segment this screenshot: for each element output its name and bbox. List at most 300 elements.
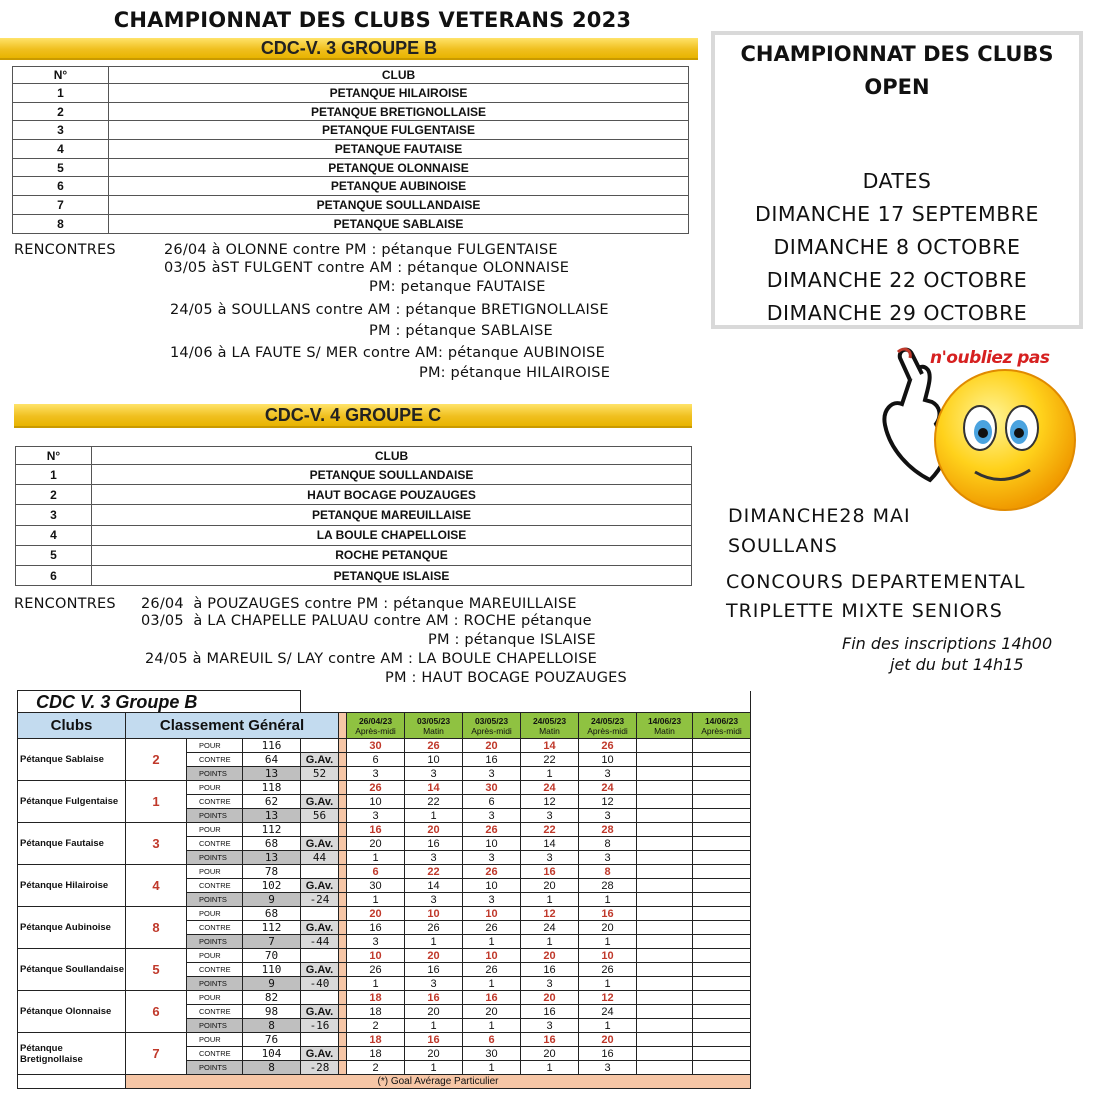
group-c-line-3: PM : pétanque ISLAISE — [428, 632, 596, 648]
match-score: 3 — [463, 809, 521, 823]
separator-cell — [339, 1033, 347, 1047]
match-score: 16 — [521, 963, 579, 977]
open-date-4: DIMANCHE 29 OCTOBRE — [766, 301, 1028, 325]
match-score: 1 — [521, 893, 579, 907]
result-points: 13 — [243, 851, 301, 865]
result-label-pour: POUR — [187, 823, 243, 837]
result-subrow — [18, 781, 751, 795]
match-score-empty — [693, 893, 751, 907]
match-score: 30 — [463, 781, 521, 795]
match-date-header — [405, 713, 463, 739]
result-subrow — [18, 991, 751, 1005]
match-session: Matin — [654, 725, 675, 736]
match-score: 6 — [347, 753, 405, 767]
group-c-line-1: 26/04 à POUZAUGES contre PM : pétanque MAREUILLAISE — [141, 596, 577, 612]
separator-cell — [339, 949, 347, 963]
result-club-name: Pétanque Olonnaise — [18, 991, 126, 1033]
match-score: 3 — [579, 851, 637, 865]
result-pour: 112 — [243, 823, 301, 837]
club-name: PETANQUE SABLAISE — [109, 214, 689, 233]
match-score: 10 — [463, 949, 521, 963]
result-club-name: Pétanque Sablaise — [18, 739, 126, 781]
result-label-points: POINTS — [187, 851, 243, 865]
match-score-empty — [693, 1019, 751, 1033]
gav-blank — [301, 823, 339, 837]
reminder-registration: Fin des inscriptions 14h00 — [842, 634, 1053, 653]
reminder-slogan: n'oubliez pas — [930, 348, 1050, 368]
match-score-empty — [693, 767, 751, 781]
club-row — [13, 140, 689, 159]
club-row — [13, 177, 689, 196]
separator-cell — [339, 907, 347, 921]
match-score: 14 — [405, 879, 463, 893]
gav-value: -16 — [301, 1019, 339, 1033]
separator-cell — [339, 1061, 347, 1075]
club-row — [16, 565, 692, 585]
match-date: 24/05/23 — [532, 715, 567, 726]
match-score-empty — [693, 1005, 751, 1019]
club-number: 5 — [13, 158, 109, 177]
match-score: 20 — [579, 1033, 637, 1047]
gav-value: -28 — [301, 1061, 339, 1075]
results-footer-row — [18, 1075, 751, 1089]
result-label-contre: CONTRE — [187, 837, 243, 851]
result-pour: 82 — [243, 991, 301, 1005]
result-label-pour: POUR — [187, 1033, 243, 1047]
match-score: 12 — [521, 795, 579, 809]
match-score-empty — [637, 795, 693, 809]
match-score-empty — [637, 739, 693, 753]
match-score-empty — [693, 739, 751, 753]
result-pour: 78 — [243, 865, 301, 879]
match-date: 03/05/23 — [474, 715, 509, 726]
result-subrow — [18, 823, 751, 837]
separator-cell — [339, 713, 347, 739]
gav-blank — [301, 949, 339, 963]
club-name: PETANQUE ISLAISE — [92, 565, 692, 585]
result-label-pour: POUR — [187, 907, 243, 921]
match-score: 20 — [521, 879, 579, 893]
results-header-row — [18, 713, 751, 739]
gav-value: 44 — [301, 851, 339, 865]
result-label-points: POINTS — [187, 767, 243, 781]
match-score: 2 — [347, 1061, 405, 1075]
separator-cell — [339, 837, 347, 851]
result-subrow — [18, 949, 751, 963]
match-score: 20 — [521, 991, 579, 1005]
match-score-empty — [637, 991, 693, 1005]
match-score-empty — [637, 977, 693, 991]
match-score: 20 — [405, 949, 463, 963]
separator-cell — [339, 963, 347, 977]
result-label-pour: POUR — [187, 949, 243, 963]
match-score: 16 — [463, 753, 521, 767]
match-score: 26 — [579, 963, 637, 977]
match-score-empty — [693, 809, 751, 823]
match-score: 20 — [405, 1047, 463, 1061]
match-score: 1 — [405, 1061, 463, 1075]
match-score: 1 — [521, 1061, 579, 1075]
match-score-empty — [637, 1061, 693, 1075]
club-name: PETANQUE AUBINOISE — [109, 177, 689, 196]
result-club-name: Pétanque Fulgentaise — [18, 781, 126, 823]
match-score-empty — [693, 851, 751, 865]
open-championship-box — [711, 31, 1083, 329]
result-points: 9 — [243, 893, 301, 907]
match-score: 1 — [579, 893, 637, 907]
match-score: 22 — [521, 823, 579, 837]
header-club: CLUB — [109, 67, 689, 84]
clubs-header: Clubs — [18, 713, 126, 739]
result-label-contre: CONTRE — [187, 753, 243, 767]
gav-value: 56 — [301, 809, 339, 823]
result-label-points: POINTS — [187, 893, 243, 907]
result-club-name: Pétanque Soullandaise — [18, 949, 126, 991]
match-score: 3 — [405, 893, 463, 907]
result-pour: 68 — [243, 907, 301, 921]
result-label-points: POINTS — [187, 1061, 243, 1075]
club-number: 5 — [16, 545, 92, 565]
result-points: 9 — [243, 977, 301, 991]
separator-cell — [339, 865, 347, 879]
match-score-empty — [637, 1005, 693, 1019]
open-dates-label: DATES — [862, 169, 932, 193]
match-session: Après-midi — [701, 725, 742, 736]
match-score: 16 — [579, 907, 637, 921]
club-name: PETANQUE SOULLANDAISE — [109, 196, 689, 215]
match-score-empty — [637, 1047, 693, 1061]
match-score: 8 — [579, 837, 637, 851]
result-label-pour: POUR — [187, 781, 243, 795]
club-row — [16, 525, 692, 545]
match-score: 24 — [579, 1005, 637, 1019]
separator-cell — [339, 935, 347, 949]
result-rank: 4 — [126, 865, 187, 907]
match-score-empty — [637, 809, 693, 823]
match-score: 3 — [521, 977, 579, 991]
gav-label: G.Av. — [301, 837, 339, 851]
match-score: 14 — [521, 739, 579, 753]
club-table-header — [13, 67, 689, 84]
separator-cell — [339, 1005, 347, 1019]
match-score: 20 — [521, 949, 579, 963]
result-label-contre: CONTRE — [187, 963, 243, 977]
gav-blank — [301, 991, 339, 1005]
match-score: 26 — [463, 963, 521, 977]
match-score-empty — [693, 907, 751, 921]
match-session: Après-midi — [471, 725, 512, 736]
group-b-line-5: PM : pétanque SABLAISE — [369, 323, 553, 339]
match-score: 3 — [405, 851, 463, 865]
match-date-header — [347, 713, 405, 739]
result-subrow — [18, 907, 751, 921]
match-score: 1 — [347, 851, 405, 865]
group-c-line-5: PM : HAUT BOCAGE POUZAUGES — [385, 670, 627, 686]
match-score: 12 — [521, 907, 579, 921]
match-score: 3 — [579, 809, 637, 823]
result-pour: 70 — [243, 949, 301, 963]
match-score: 1 — [521, 767, 579, 781]
club-row — [13, 121, 689, 140]
result-pour: 76 — [243, 1033, 301, 1047]
open-date-3: DIMANCHE 22 OCTOBRE — [766, 268, 1028, 292]
match-score: 10 — [463, 907, 521, 921]
match-score-empty — [637, 767, 693, 781]
result-contre: 110 — [243, 963, 301, 977]
match-score-empty — [637, 1019, 693, 1033]
club-number: 2 — [13, 102, 109, 121]
club-name: LA BOULE CHAPELLOISE — [92, 525, 692, 545]
result-label-pour: POUR — [187, 991, 243, 1005]
separator-cell — [339, 823, 347, 837]
match-score-empty — [637, 907, 693, 921]
match-score: 16 — [347, 921, 405, 935]
match-score-empty — [693, 865, 751, 879]
separator-cell — [339, 739, 347, 753]
match-score: 30 — [347, 739, 405, 753]
match-score: 6 — [347, 865, 405, 879]
club-name: PETANQUE MAREUILLAISE — [92, 505, 692, 525]
gav-blank — [301, 865, 339, 879]
match-score: 20 — [463, 739, 521, 753]
result-contre: 62 — [243, 795, 301, 809]
match-score: 26 — [347, 963, 405, 977]
result-label-points: POINTS — [187, 977, 243, 991]
match-score: 3 — [579, 767, 637, 781]
club-row — [16, 505, 692, 525]
result-label-points: POINTS — [187, 809, 243, 823]
match-score: 16 — [405, 837, 463, 851]
gav-value: 52 — [301, 767, 339, 781]
match-score: 1 — [463, 1019, 521, 1033]
match-date-header — [693, 713, 751, 739]
match-score-empty — [693, 1033, 751, 1047]
match-score-empty — [693, 1061, 751, 1075]
match-score: 30 — [347, 879, 405, 893]
match-score: 26 — [405, 921, 463, 935]
result-label-points: POINTS — [187, 1019, 243, 1033]
match-session: Après-midi — [587, 725, 628, 736]
separator-cell — [339, 893, 347, 907]
group-b-line-6: 14/06 à LA FAUTE S/ MER contre AM: pétanque AUBINOISE — [170, 345, 605, 361]
match-score: 1 — [463, 977, 521, 991]
result-points: 7 — [243, 935, 301, 949]
club-number: 4 — [16, 525, 92, 545]
results-title: CDC V. 3 Groupe B — [18, 691, 301, 713]
match-date-header — [521, 713, 579, 739]
open-date-2: DIMANCHE 8 OCTOBRE — [773, 235, 1021, 259]
group-b-club-table — [12, 66, 689, 234]
result-contre: 112 — [243, 921, 301, 935]
match-date: 14/06/23 — [704, 715, 739, 726]
match-score-empty — [693, 823, 751, 837]
group-c-line-2: 03/05 à LA CHAPELLE PALUAU contre AM : ROCHE pétanque — [141, 613, 592, 629]
match-score: 16 — [405, 963, 463, 977]
club-row — [16, 465, 692, 485]
match-score: 3 — [463, 851, 521, 865]
match-score: 20 — [347, 837, 405, 851]
gav-label: G.Av. — [301, 753, 339, 767]
reminder-event: CONCOURS DEPARTEMENTAL — [726, 571, 1026, 593]
reminder-date: DIMANCHE28 MAI — [728, 505, 911, 527]
match-score: 20 — [521, 1047, 579, 1061]
match-score: 18 — [347, 1005, 405, 1019]
match-score: 16 — [463, 991, 521, 1005]
match-score: 26 — [579, 739, 637, 753]
separator-cell — [339, 851, 347, 865]
match-score-empty — [637, 935, 693, 949]
open-title-line-2: OPEN — [864, 75, 930, 99]
match-score: 16 — [521, 1005, 579, 1019]
result-label-contre: CONTRE — [187, 879, 243, 893]
match-score: 1 — [347, 977, 405, 991]
match-score: 3 — [521, 1019, 579, 1033]
separator-cell — [339, 767, 347, 781]
group-b-line-4: 24/05 à SOULLANS contre AM : pétanque BRETIGNOLLAISE — [170, 302, 609, 318]
match-score: 1 — [463, 1061, 521, 1075]
match-score: 20 — [405, 1005, 463, 1019]
club-number: 8 — [13, 214, 109, 233]
club-name: PETANQUE FULGENTAISE — [109, 121, 689, 140]
match-score-empty — [693, 977, 751, 991]
result-pour: 118 — [243, 781, 301, 795]
match-session: Après-midi — [355, 725, 396, 736]
group-b-line-1: 26/04 à OLONNE contre PM : pétanque FULGENTAISE — [164, 242, 558, 258]
match-score: 20 — [463, 1005, 521, 1019]
match-score: 3 — [463, 893, 521, 907]
club-name: PETANQUE BRETIGNOLLAISE — [109, 102, 689, 121]
match-score: 1 — [405, 935, 463, 949]
match-score: 10 — [405, 753, 463, 767]
match-score: 24 — [521, 921, 579, 935]
header-no: N° — [13, 67, 109, 84]
separator-cell — [339, 795, 347, 809]
match-date-header — [463, 713, 521, 739]
match-score: 26 — [463, 823, 521, 837]
gav-blank — [301, 739, 339, 753]
match-score: 6 — [463, 795, 521, 809]
open-title-line-1: CHAMPIONNAT DES CLUBS — [740, 42, 1054, 66]
match-score: 3 — [347, 935, 405, 949]
match-score: 16 — [579, 1047, 637, 1061]
separator-cell — [339, 1019, 347, 1033]
match-score: 12 — [579, 991, 637, 1005]
reminder-jet: jet du but 14h15 — [890, 655, 1024, 674]
match-score: 20 — [579, 921, 637, 935]
separator-cell — [339, 781, 347, 795]
reminder-type: TRIPLETTE MIXTE SENIORS — [726, 600, 1003, 622]
group-c-rencontres-label: RENCONTRES — [14, 596, 116, 612]
match-score: 14 — [405, 781, 463, 795]
match-score: 30 — [463, 1047, 521, 1061]
match-score: 10 — [463, 837, 521, 851]
gav-label: G.Av. — [301, 963, 339, 977]
match-score-empty — [693, 753, 751, 767]
club-row — [13, 102, 689, 121]
match-score: 20 — [405, 823, 463, 837]
match-score: 2 — [347, 1019, 405, 1033]
club-row — [13, 158, 689, 177]
result-points: 13 — [243, 809, 301, 823]
match-score: 16 — [405, 991, 463, 1005]
match-score-empty — [693, 837, 751, 851]
match-score: 3 — [579, 1061, 637, 1075]
match-score: 16 — [347, 823, 405, 837]
match-score-empty — [693, 1047, 751, 1061]
gav-value: -40 — [301, 977, 339, 991]
match-score: 28 — [579, 879, 637, 893]
gav-label: G.Av. — [301, 879, 339, 893]
match-score: 10 — [579, 753, 637, 767]
group-b-line-3: PM: petanque FAUTAISE — [369, 279, 546, 295]
match-score: 24 — [579, 781, 637, 795]
match-score-empty — [693, 949, 751, 963]
match-score-empty — [693, 921, 751, 935]
main-title: CHAMPIONNAT DES CLUBS VETERANS 2023 — [113, 8, 632, 32]
match-score-empty — [637, 837, 693, 851]
match-score: 1 — [347, 893, 405, 907]
club-number: 6 — [13, 177, 109, 196]
match-date: 24/05/23 — [590, 715, 625, 726]
match-score: 12 — [579, 795, 637, 809]
gav-label: G.Av. — [301, 921, 339, 935]
result-label-contre: CONTRE — [187, 795, 243, 809]
group-b-line-2: 03/05 àST FULGENT contre AM : pétanque OLONNAISE — [164, 260, 570, 276]
club-number: 6 — [16, 565, 92, 585]
match-score: 1 — [579, 1019, 637, 1033]
match-score-empty — [637, 949, 693, 963]
match-score-empty — [637, 851, 693, 865]
group-b-line-7: PM: pétanque HILAIROISE — [419, 365, 611, 381]
club-number: 3 — [13, 121, 109, 140]
match-score: 16 — [521, 865, 579, 879]
result-rank: 3 — [126, 823, 187, 865]
match-score: 1 — [521, 935, 579, 949]
match-score-empty — [637, 879, 693, 893]
result-rank: 5 — [126, 949, 187, 991]
result-club-name: Pétanque Aubinoise — [18, 907, 126, 949]
gav-value: -44 — [301, 935, 339, 949]
separator-cell — [339, 753, 347, 767]
match-score: 3 — [405, 767, 463, 781]
result-label-contre: CONTRE — [187, 1005, 243, 1019]
club-row — [16, 485, 692, 505]
match-session: Matin — [539, 725, 560, 736]
match-score: 26 — [405, 739, 463, 753]
match-score: 24 — [521, 781, 579, 795]
separator-cell — [339, 809, 347, 823]
result-rank: 6 — [126, 991, 187, 1033]
match-score: 3 — [463, 767, 521, 781]
club-number: 2 — [16, 485, 92, 505]
result-contre: 68 — [243, 837, 301, 851]
result-label-contre: CONTRE — [187, 921, 243, 935]
match-score: 26 — [463, 865, 521, 879]
result-club-name: Pétanque Fautaise — [18, 823, 126, 865]
separator-cell — [339, 921, 347, 935]
club-number: 1 — [16, 465, 92, 485]
match-score: 22 — [521, 753, 579, 767]
result-pour: 116 — [243, 739, 301, 753]
gav-blank — [301, 907, 339, 921]
header-no: N° — [16, 447, 92, 465]
match-score-empty — [693, 963, 751, 977]
match-score: 1 — [463, 935, 521, 949]
match-score: 3 — [405, 977, 463, 991]
match-score: 10 — [405, 907, 463, 921]
club-name: HAUT BOCAGE POUZAUGES — [92, 485, 692, 505]
separator-cell — [339, 1047, 347, 1061]
